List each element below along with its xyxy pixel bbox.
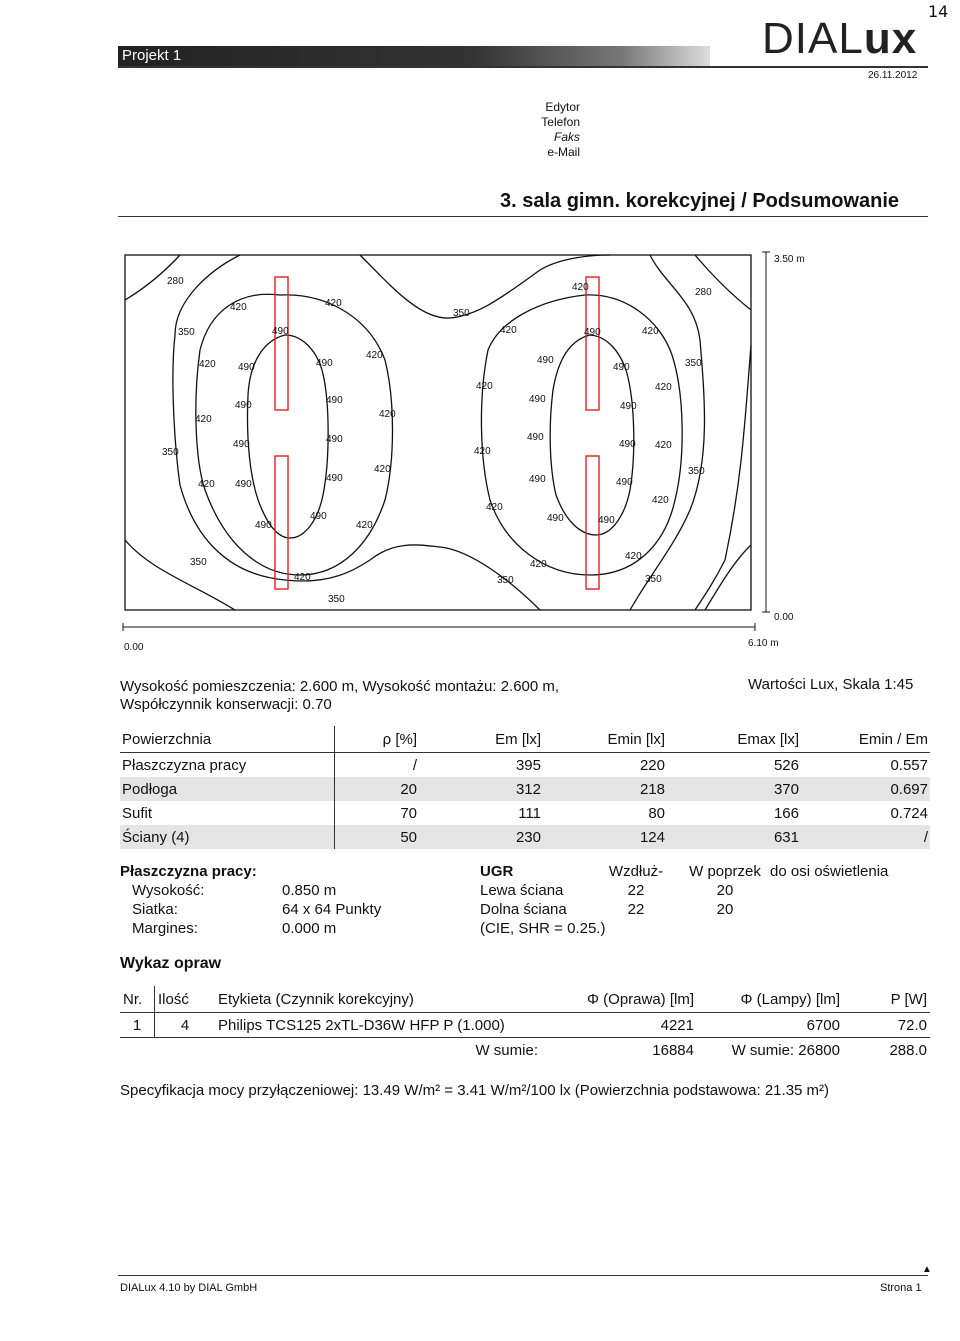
- surface-value: 0.697: [801, 777, 930, 801]
- ugr-title: UGR: [480, 863, 514, 880]
- footer-divider: [118, 1275, 928, 1276]
- surface-value: 631: [667, 825, 801, 849]
- ugr-row: [480, 881, 888, 900]
- ugr-row: [480, 900, 888, 919]
- ugr-value: 20: [716, 882, 734, 899]
- sum-label: W sumie:: [475, 1041, 538, 1059]
- isolux-label: 490: [326, 434, 343, 445]
- luminaire-nr: 1: [120, 1013, 155, 1038]
- col-emin: Emin [lx]: [543, 726, 667, 753]
- sum-lamp-flux-value: 26800: [798, 1041, 840, 1059]
- isolux-label: 490: [616, 477, 633, 488]
- ugr-note: (CIE, SHR = 0.25.): [480, 920, 606, 937]
- power-specification: Specyfikacja mocy przyłączeniowej: 13.49 W/m² = 3.41 W/m²/100 lx (Powierzchnia podstawowa: 21.35 m²): [120, 1082, 830, 1099]
- surface-value: 526: [773, 756, 799, 774]
- workplane-row: [120, 919, 381, 938]
- isolux-label: 420: [195, 414, 212, 425]
- isolux-label: 420: [476, 381, 493, 392]
- surface-name: Podłoga: [120, 777, 335, 801]
- surface-value: 0.557: [890, 756, 928, 774]
- col-flux-lamps: Φ (Lampy) [lm]: [697, 986, 843, 1013]
- workplane-key: Margines:: [132, 920, 198, 937]
- contact-fax: Faks: [553, 130, 580, 144]
- isolux-label: 420: [652, 495, 669, 506]
- ugr-value: 22: [627, 901, 645, 918]
- isolux-label: 420: [230, 302, 247, 313]
- workplane-title: Płaszczyzna pracy:: [120, 863, 257, 880]
- surface-value: /: [801, 825, 930, 849]
- isolux-label: 350: [162, 447, 179, 458]
- logo-bold: ux: [863, 14, 918, 63]
- contact-editor: Edytor: [545, 100, 580, 114]
- isolux-label: 490: [238, 362, 255, 373]
- luminaire-2: [275, 456, 288, 589]
- footer-software: DIALux 4.10 by DIAL GmbH: [120, 1282, 258, 1294]
- table-row: [120, 1013, 930, 1038]
- isolux-label: 280: [167, 276, 184, 287]
- workplane-key: Siatka:: [132, 901, 178, 918]
- isolux-label: 420: [625, 551, 642, 562]
- maintenance-factor-info: Współczynnik konserwacji: 0.70: [120, 696, 332, 713]
- ugr-col-along: Wzdłuż-: [608, 863, 664, 880]
- sum-power: 288.0: [889, 1041, 927, 1059]
- isolux-plan: [0, 0, 960, 660]
- isolux-label: 420: [530, 559, 547, 570]
- ugr-block: [480, 862, 888, 938]
- col-emax: Emax [lx]: [667, 726, 801, 753]
- workplane-value: 0.000 m: [282, 920, 337, 937]
- isolux-label: 420: [356, 520, 373, 531]
- isolux-label: 490: [598, 515, 615, 526]
- page-corner-number: 14: [928, 2, 949, 21]
- luminaire-flux: 4221: [541, 1013, 697, 1038]
- sum-lamp-flux: [697, 1038, 843, 1063]
- ugr-wall: Dolna ściana: [480, 901, 567, 918]
- isolux-label: 420: [294, 572, 311, 583]
- surface-name: Ściany (4): [120, 825, 335, 849]
- isolux-label: 420: [500, 325, 517, 336]
- isolux-label: 420: [198, 479, 215, 490]
- isolux-label: 490: [584, 327, 601, 338]
- lamp-flux: 6700: [697, 1013, 843, 1038]
- surface-value: 111: [518, 804, 541, 822]
- surface-value: 80: [648, 804, 665, 822]
- workplane-key: Wysokość:: [132, 882, 205, 899]
- surface-value: 395: [515, 756, 541, 774]
- workplane-block: [120, 862, 381, 938]
- col-qty: Ilość: [155, 986, 216, 1013]
- surface-value: 312: [419, 777, 543, 801]
- surface-value: 166: [773, 804, 799, 822]
- isolux-label: 350: [645, 574, 662, 585]
- col-label: Etykieta (Czynnik korekcyjny): [215, 986, 541, 1013]
- surface-value: 370: [667, 777, 801, 801]
- workplane-row: [120, 900, 381, 919]
- isolux-label: 490: [547, 513, 564, 524]
- footer-page: Strona 1: [880, 1282, 922, 1294]
- surface-name: Sufit: [120, 801, 335, 825]
- table-row: [120, 753, 930, 778]
- plan-top-right-label: 3.50 m: [774, 254, 805, 265]
- isolux-label: 420: [655, 440, 672, 451]
- isolux-label: 420: [486, 502, 503, 513]
- ugr-col-axis: do osi oświetlenia: [770, 863, 889, 880]
- isolux-label: 350: [688, 466, 705, 477]
- isolux-label: 490: [235, 400, 252, 411]
- room-outline: [125, 255, 751, 610]
- scale-info: Wartości Lux, Skala 1:45: [748, 676, 914, 693]
- luminaire-label: Philips TCS125 2xTL-D36W HFP P (1.000): [215, 1013, 541, 1038]
- surface-value: 220: [639, 756, 665, 774]
- table-row: [120, 777, 930, 801]
- col-reflectance: ρ [%]: [335, 726, 420, 753]
- surface-value: 230: [419, 825, 543, 849]
- isolux-label: 350: [190, 557, 207, 568]
- ugr-value: 20: [716, 901, 734, 918]
- surface-value: 20: [335, 777, 420, 801]
- room-info: [120, 678, 559, 714]
- ugr-value: 22: [627, 882, 645, 899]
- isolux-label: 350: [497, 575, 514, 586]
- workplane-row: [120, 881, 381, 900]
- workplane-value: 0.850 m: [282, 882, 337, 899]
- surface-value: 0.724: [890, 804, 928, 822]
- isolux-label: 490: [255, 520, 272, 531]
- workplane-value: 64 x 64 Punkty: [282, 901, 382, 918]
- ugr-col-across: W poprzek: [689, 863, 761, 880]
- luminaire-power: 72.0: [843, 1013, 930, 1038]
- isolux-label: 420: [379, 409, 396, 420]
- surface-value: 218: [543, 777, 667, 801]
- section-title: 3. sala gimn. korekcyjnej / Podsumowanie: [500, 190, 900, 212]
- isolux-label: 420: [199, 359, 216, 370]
- isolux-label: 350: [685, 358, 702, 369]
- isolux-label: 420: [655, 382, 672, 393]
- isolux-label: 280: [695, 287, 712, 298]
- isolux-label: 490: [233, 439, 250, 450]
- isolux-label: 490: [326, 473, 343, 484]
- report-date: 26.11.2012: [868, 70, 918, 81]
- sum-label: W sumie:: [731, 1041, 795, 1059]
- plan-origin-label: 0.00: [124, 642, 144, 653]
- col-uniformity: Emin / Em: [801, 726, 930, 753]
- isolux-label: 490: [529, 394, 546, 405]
- isolux-label: 490: [235, 479, 252, 490]
- table-row: [120, 825, 930, 849]
- isolux-label: 490: [316, 358, 333, 369]
- isolux-label: 490: [310, 511, 327, 522]
- isolux-label: 490: [529, 474, 546, 485]
- luminaire-1: [275, 277, 288, 410]
- isolux-label: 490: [326, 395, 343, 406]
- plan-bottom-right-label: 0.00: [774, 612, 794, 623]
- col-power: P [W]: [843, 986, 930, 1013]
- contact-email: e-Mail: [547, 145, 580, 159]
- isolux-label: 350: [453, 308, 470, 319]
- isolux-label: 490: [537, 355, 554, 366]
- surfaces-header-row: [120, 726, 930, 753]
- col-flux-luminaire: Φ (Oprawa) [lm]: [541, 986, 697, 1013]
- surface-value: 50: [335, 825, 420, 849]
- isolux-label: 420: [642, 326, 659, 337]
- luminaire-table: [120, 986, 930, 1062]
- ugr-wall: Lewa ściana: [480, 882, 564, 899]
- col-em: Em [lx]: [419, 726, 543, 753]
- isolux-label: 490: [620, 401, 637, 412]
- surfaces-table: [120, 726, 930, 849]
- luminaire-list-title: Wykaz opraw: [120, 955, 222, 972]
- surface-name: Płaszczyzna pracy: [120, 753, 335, 778]
- luminaire-3: [586, 277, 599, 410]
- isolux-label: 350: [328, 594, 345, 605]
- table-row: [120, 801, 930, 825]
- ugr-header: [480, 862, 888, 881]
- isolux-label: 490: [619, 439, 636, 450]
- col-surface: Powierzchnia: [120, 726, 335, 753]
- isolux-label: 420: [374, 464, 391, 475]
- surface-value: /: [412, 756, 417, 774]
- luminaire-header-row: [120, 986, 930, 1013]
- project-title: Projekt 1: [122, 47, 182, 64]
- sum-luminaire-flux: 16884: [652, 1041, 694, 1059]
- isolux-label: 490: [613, 362, 630, 373]
- isolux-label: 350: [178, 327, 195, 338]
- col-nr: Nr.: [120, 986, 155, 1013]
- isolux-label: 420: [325, 298, 342, 309]
- isolux-label: 420: [474, 446, 491, 457]
- contact-phone: Telefon: [541, 115, 580, 129]
- isolux-label: 490: [527, 432, 544, 443]
- surface-value: 124: [543, 825, 667, 849]
- footer-arrow-icon: ▲: [922, 1264, 932, 1275]
- sum-row: [120, 1038, 930, 1063]
- isolux-label: 420: [572, 282, 589, 293]
- isolux-label: 420: [366, 350, 383, 361]
- isolux-label: 490: [272, 326, 289, 337]
- surface-value: 70: [400, 804, 417, 822]
- luminaire-qty: 4: [155, 1013, 216, 1038]
- logo-light: DIAL: [762, 14, 864, 63]
- room-height-info: Wysokość pomieszczenia: 2.600 m, Wysokość montażu: 2.600 m,: [120, 678, 560, 695]
- plan-width-label: 6.10 m: [748, 638, 779, 649]
